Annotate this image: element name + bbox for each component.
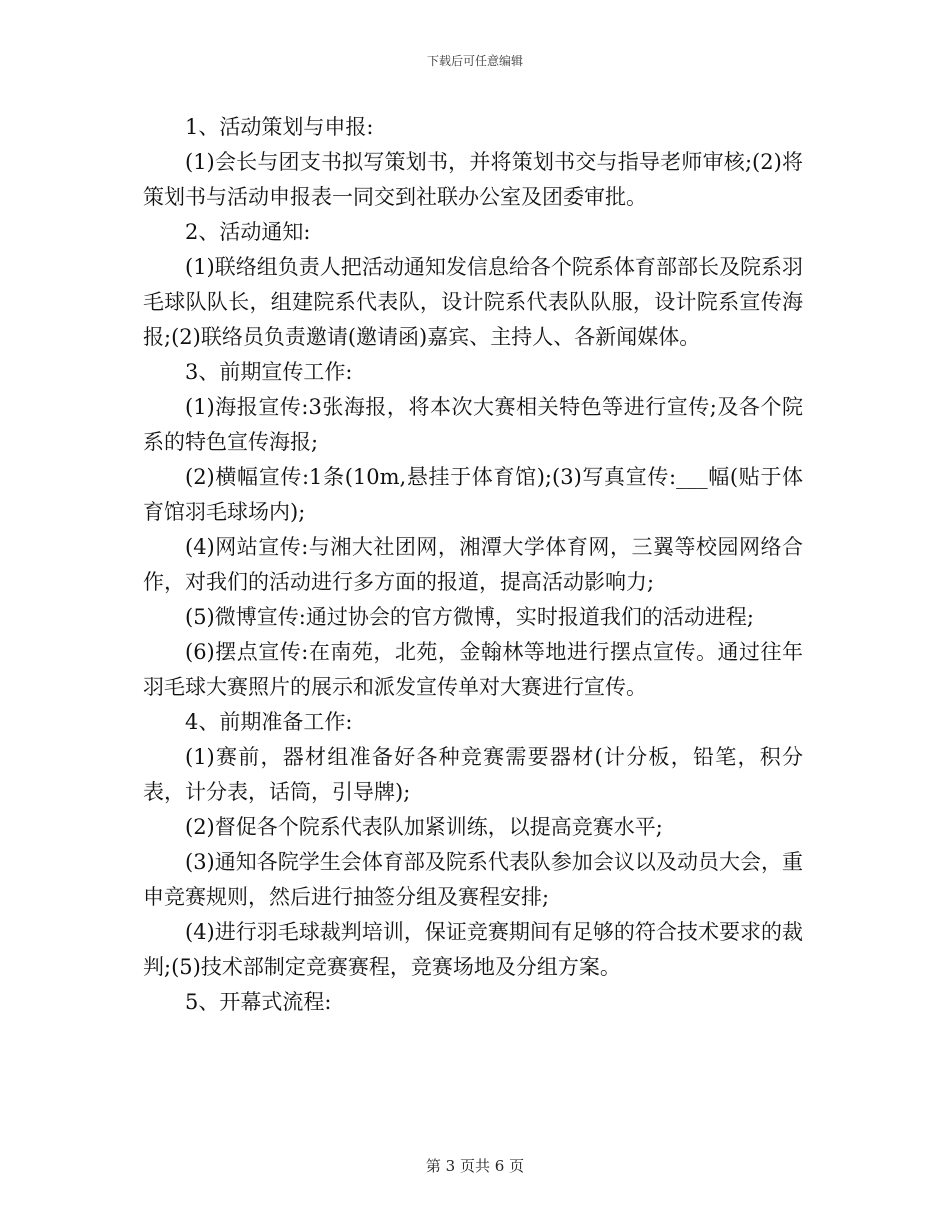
paragraph: (5)微博宣传:通过协会的官方微博，实时报道我们的活动进程; — [185, 605, 754, 629]
paragraph: (1)联络组负责人把活动通知发信息给各个院系体育部部长及院系羽毛球队队长，组建院系代表队，设计院系代表队队服，设计院系宣传海报;(2)联络员负责邀请(邀请函)嘉宾、主持人、各新闻媒体。 — [143, 255, 803, 349]
paragraph: (1)赛前，器材组准备好各种竞赛需要器材(计分板，铅笔，积分表，计分表，话筒，引导牌); — [143, 745, 803, 804]
paragraph: (3)通知各院学生会体育部及院系代表队参加会议以及动员大会，重申竞赛规则，然后进行抽签分组及赛程安排; — [143, 850, 803, 909]
paragraph: (6)摆点宣传:在南苑，北苑，金翰林等地进行摆点宣传。通过往年羽毛球大赛照片的展示和派发宣传单对大赛进行宣传。 — [143, 640, 803, 699]
section-heading-5: 5、开幕式流程: — [185, 990, 332, 1014]
section-heading-3: 3、前期宣传工作: — [185, 360, 353, 384]
paragraph: (2)督促各个院系代表队加紧训练，以提高竞赛水平; — [185, 815, 663, 839]
page-number: 第 3 页共 6 页 — [425, 1157, 525, 1175]
section-heading-1: 1、活动策划与申报: — [185, 115, 374, 139]
paragraph: (2)横幅宣传:1条(10m,悬挂于体育馆);(3)写真宣传:___幅(贴于体育馆羽毛球场内); — [143, 465, 803, 524]
page-header-note: 下载后可任意编辑 — [426, 54, 523, 68]
paragraph: (1)会长与团支书拟写策划书，并将策划书交与指导老师审核;(2)将策划书与活动申报表一同交到社联办公室及团委审批。 — [143, 150, 803, 209]
paragraph: (4)进行羽毛球裁判培训，保证竞赛期间有足够的符合技术要求的裁判;(5)技术部制定竞赛赛程，竞赛场地及分组方案。 — [143, 920, 803, 979]
section-heading-4: 4、前期准备工作: — [185, 710, 353, 734]
document-body — [143, 110, 803, 1020]
paragraph: (1)海报宣传:3张海报，将本次大赛相关特色等进行宣传;及各个院系的特色宣传海报; — [143, 395, 803, 454]
section-heading-2: 2、活动通知: — [185, 220, 311, 244]
paragraph: (4)网站宣传:与湘大社团网，湘潭大学体育网，三翼等校园网络合作，对我们的活动进行多方面的报道，提高活动影响力; — [143, 535, 803, 594]
